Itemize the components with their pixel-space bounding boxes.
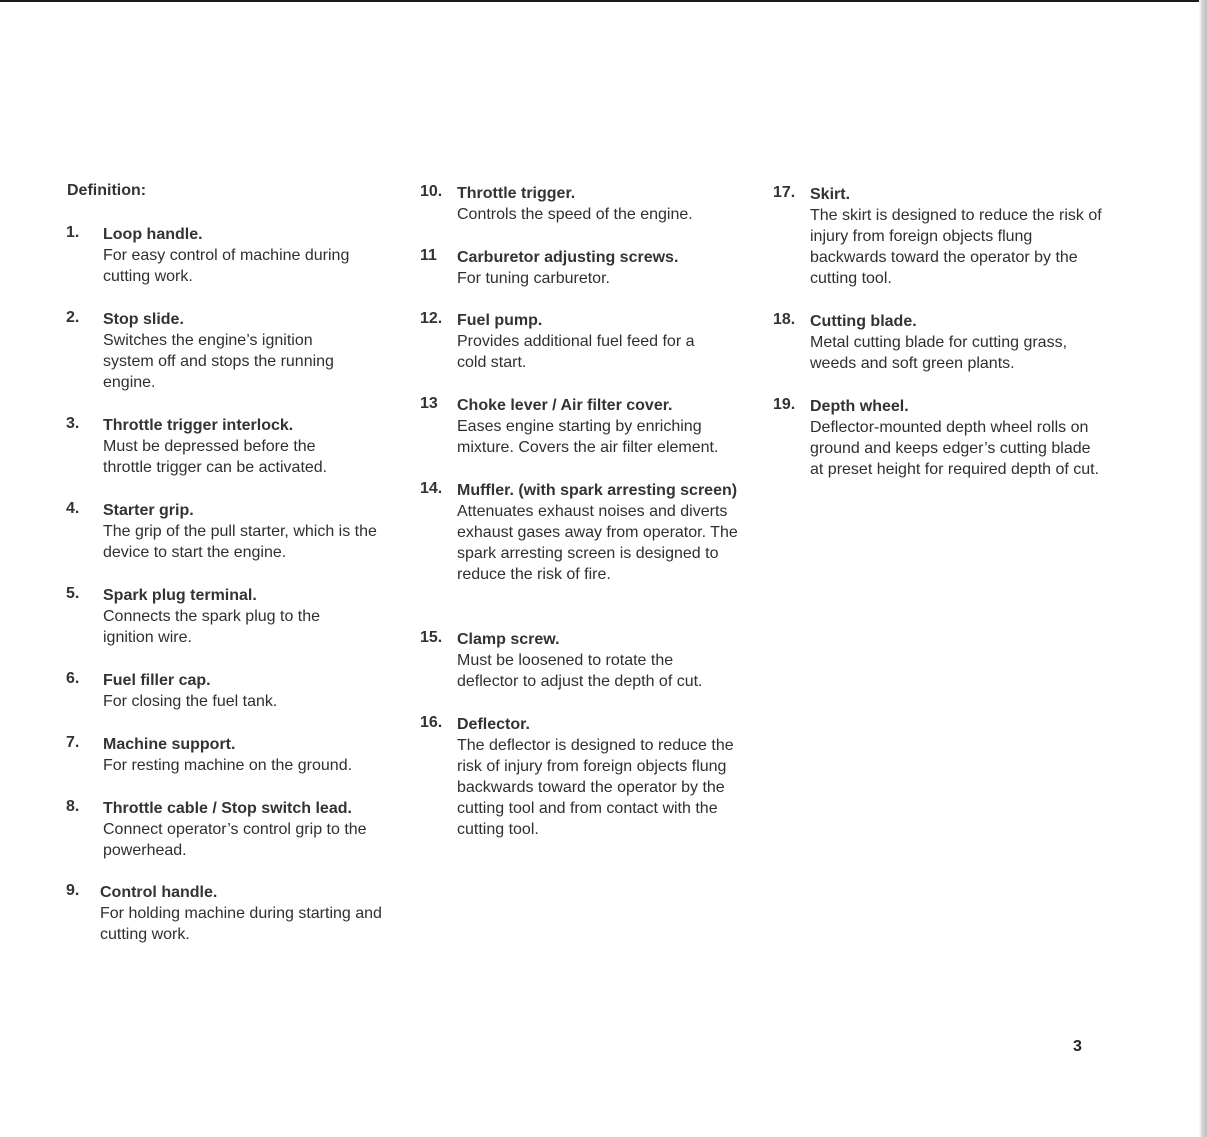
definition-number: 13 bbox=[420, 395, 438, 412]
definition-term: Deflector. bbox=[457, 716, 530, 733]
definition-number: 18. bbox=[773, 311, 796, 328]
definition-number: 14. bbox=[420, 480, 443, 497]
scan-right-edge bbox=[1199, 0, 1207, 1137]
definition-description: Switches the engine’s ignition system off and stops the running engine. bbox=[103, 332, 334, 391]
definition-number: 16. bbox=[420, 714, 443, 731]
definition-number: 2. bbox=[66, 309, 80, 326]
definition-number: 15. bbox=[420, 629, 443, 646]
definition-description: The deflector is designed to reduce the risk of injury from foreign objects flung backwards toward the operator by the cutting tool and from contact with the cutting tool. bbox=[457, 737, 734, 838]
definition-description: Connects the spark plug to the ignition wire. bbox=[103, 608, 321, 646]
page-heading: Definition: bbox=[67, 182, 147, 199]
definition-term: Skirt. bbox=[810, 186, 851, 203]
definition-description: Eases engine starting by enriching mixture. Covers the air filter element. bbox=[457, 418, 719, 456]
definition-term: Stop slide. bbox=[103, 311, 184, 328]
definition-description: Must be depressed before the throttle trigger can be activated. bbox=[103, 438, 328, 476]
definition-number: 4. bbox=[66, 500, 80, 517]
definition-term: Clamp screw. bbox=[457, 631, 560, 648]
definition-description: For tuning carburetor. bbox=[457, 270, 610, 287]
definition-number: 3. bbox=[66, 415, 80, 432]
definition-term: Starter grip. bbox=[103, 502, 194, 519]
definition-term: Throttle trigger. bbox=[457, 185, 576, 202]
definition-number: 12. bbox=[420, 310, 443, 327]
definition-number: 1. bbox=[66, 224, 80, 241]
definition-number: 19. bbox=[773, 396, 796, 413]
definition-term: Loop handle. bbox=[103, 226, 203, 243]
definition-description: Connect operator’s control grip to the powerhead. bbox=[103, 821, 367, 859]
definition-number: 6. bbox=[66, 670, 80, 687]
definition-term: Throttle cable / Stop switch lead. bbox=[103, 800, 352, 817]
definition-number: 11 bbox=[420, 247, 437, 264]
definition-term: Machine support. bbox=[103, 736, 236, 753]
definition-description: For holding machine during starting and cutting work. bbox=[100, 905, 382, 943]
definition-description: Attenuates exhaust noises and diverts exhaust gases away from operator. The spark arresting screen is designed to reduce the risk of fire. bbox=[457, 503, 738, 583]
definition-number: 8. bbox=[66, 798, 80, 815]
definition-description: For resting machine on the ground. bbox=[103, 757, 353, 774]
definition-term: Fuel filler cap. bbox=[103, 672, 211, 689]
definition-description: The grip of the pull starter, which is the device to start the engine. bbox=[103, 523, 377, 561]
definition-description: Deflector-mounted depth wheel rolls on ground and keeps edger’s cutting blade at preset height for required depth of cut. bbox=[810, 419, 1100, 478]
definition-description: For easy control of machine during cutting work. bbox=[103, 247, 350, 285]
definition-term: Cutting blade. bbox=[810, 313, 917, 330]
definition-description: For closing the fuel tank. bbox=[103, 693, 278, 710]
definition-number: 5. bbox=[66, 585, 80, 602]
definition-term: Throttle trigger interlock. bbox=[103, 417, 294, 434]
definition-term: Depth wheel. bbox=[810, 398, 909, 415]
definition-term: Carburetor adjusting screws. bbox=[457, 249, 679, 266]
definition-number: 10. bbox=[420, 183, 443, 200]
definition-description: Metal cutting blade for cutting grass, weeds and soft green plants. bbox=[810, 334, 1068, 372]
definition-term: Fuel pump. bbox=[457, 312, 543, 329]
definition-description: Provides additional fuel feed for a cold start. bbox=[457, 333, 695, 371]
definition-description: The skirt is designed to reduce the risk of injury from foreign objects flung backwards toward the operator by the cutting tool. bbox=[810, 207, 1102, 287]
definition-term: Control handle. bbox=[100, 884, 218, 901]
definition-term: Choke lever / Air filter cover. bbox=[457, 397, 673, 414]
definition-description: Must be loosened to rotate the deflector to adjust the depth of cut. bbox=[457, 652, 703, 690]
definition-term: Muffler. (with spark arresting screen) bbox=[457, 482, 738, 499]
scan-top-edge bbox=[0, 0, 1207, 2]
definition-term: Spark plug terminal. bbox=[103, 587, 257, 604]
definition-number: 9. bbox=[66, 882, 80, 899]
definition-number: 17. bbox=[773, 184, 796, 201]
page-number: 3 bbox=[1073, 1038, 1082, 1055]
definition-number: 7. bbox=[66, 734, 80, 751]
definition-description: Controls the speed of the engine. bbox=[457, 206, 693, 223]
